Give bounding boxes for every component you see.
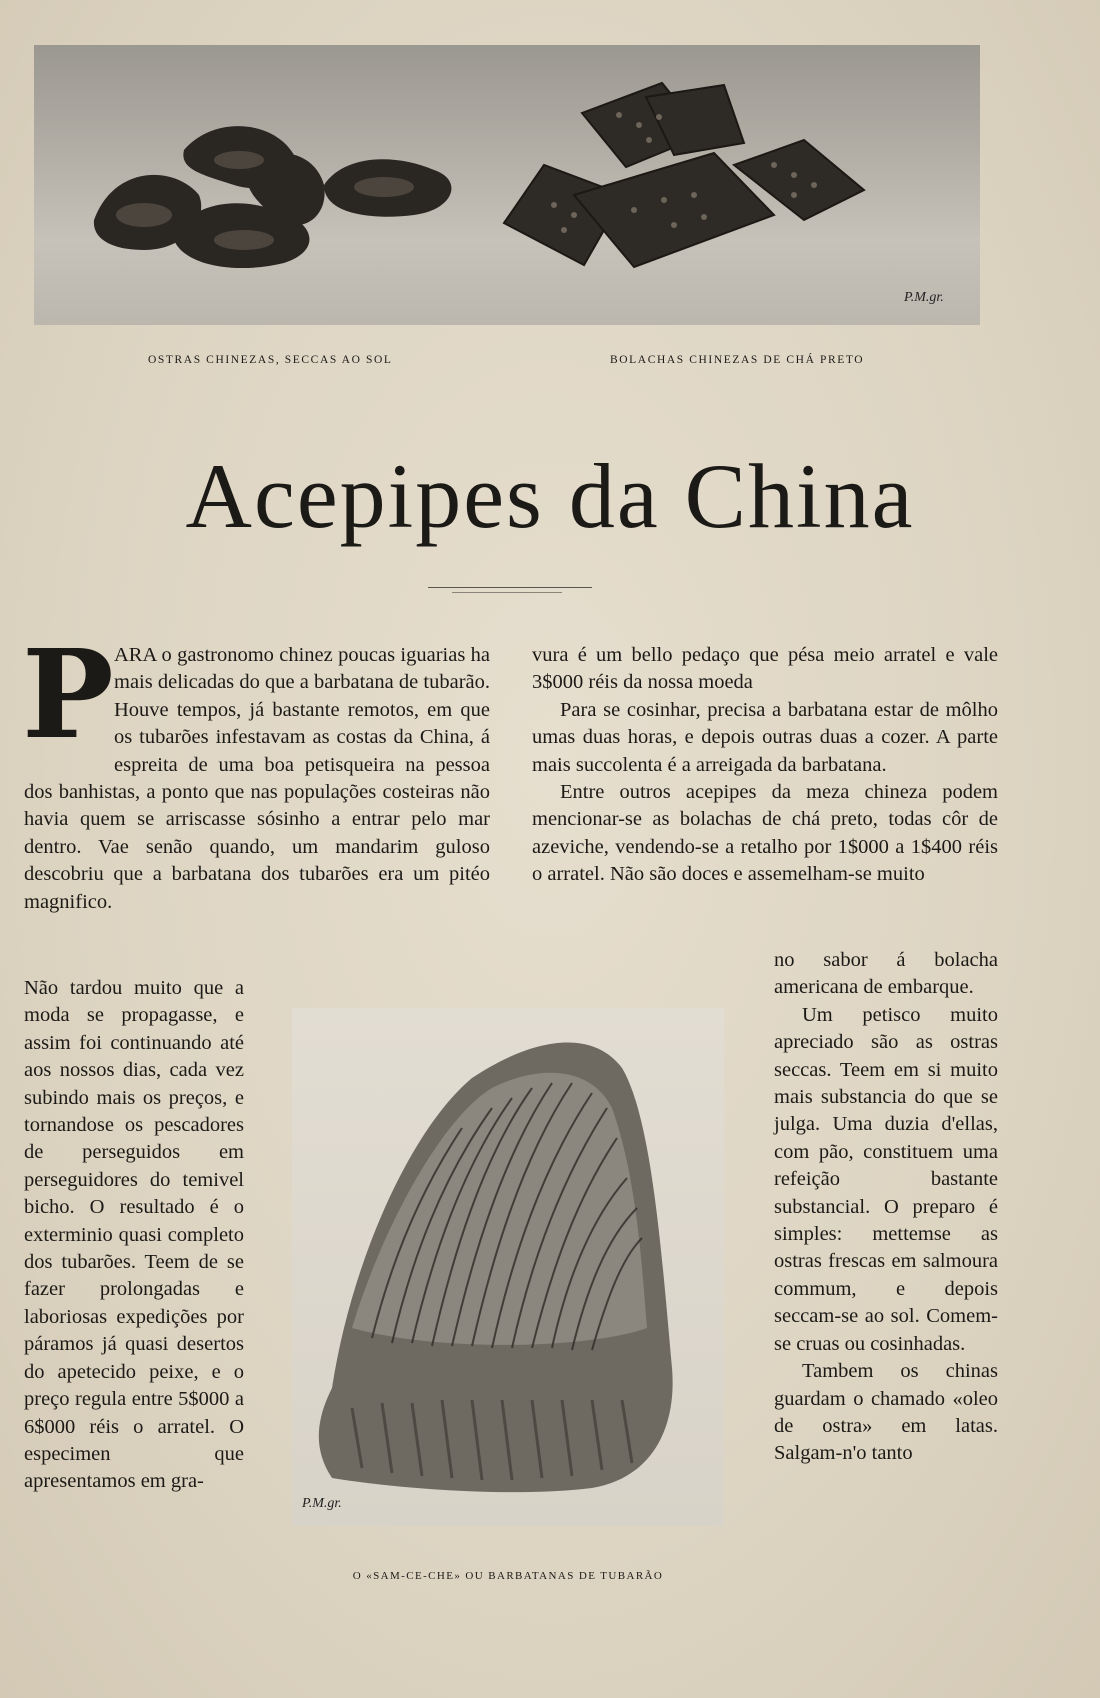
left-narrow-paragraph: Não tardou muito que a moda se propagasse, e assim foi continuando até aos nossos dias, cada vez subindo mais os preços, e tornandose os pescadores de perseguidos em perseguidores do temivel bicho. O resultado é o exterminio quasi completo dos tubarões. Teem de se fazer prolongadas e laboriosas expedições por páramos já quasi desertos do apetecido peixe, e o preço regula entre 5$000 a 6$000 réis o arratel. O especimen que apresentamos em gra- — [24, 977, 244, 1493]
drop-cap: P — [22, 622, 114, 766]
shark-fin-photo — [292, 1008, 724, 1526]
oysters-biscuits-photo — [34, 45, 980, 325]
shark-fin-illustration — [292, 1008, 724, 1526]
left-column-narrow — [24, 975, 244, 1496]
right-narrow-paragraph-1: no sabor á bolacha americana de embarque. — [774, 949, 998, 999]
right-paragraph-2: Para se cosinhar, precisa a barbatana estar de môlho umas duas horas, e depois outras duas a cozer. A parte mais succolenta é a arreigada da barbatana. — [532, 698, 998, 776]
title-rule — [428, 587, 592, 588]
caption-oysters: OSTRAS CHINEZAS, SECCAS AO SOL — [148, 354, 393, 366]
left-column-top — [22, 622, 490, 916]
right-column-narrow — [774, 947, 998, 1468]
right-narrow-paragraph-3: Tambem os chinas guardam o chamado «oleo de ostra» em latas. Salgam-n'o tanto — [774, 1360, 998, 1465]
right-narrow-paragraph-2: Um petisco muito apreciado são as ostras seccas. Teem em si muito mais substancia do que se julga. Uma duzia d'ellas, com pão, constituem uma refeição bastante substancial. O preparo é simples: mettemse as ostras frescas em salmoura commum, e depois seccam-se ao sol. Comem-se cruas ou cosinhadas. — [774, 1003, 998, 1355]
photo-signature: P.M.gr. — [904, 290, 944, 305]
fin-photo-signature: P.M.gr. — [302, 1496, 342, 1511]
caption-biscuits: BOLACHAS CHINEZAS DE CHÁ PRETO — [610, 354, 865, 366]
right-paragraph-1: vura é um bello pedaço que pésa meio arratel e vale 3$000 réis da nossa moeda — [532, 644, 998, 694]
article-title: Acepipes da China — [185, 445, 915, 547]
right-column-top — [532, 642, 998, 889]
photo-illustration — [34, 45, 980, 325]
right-paragraph-3: Entre outros acepipes da meza chineza podem mencionar-se as bolachas de chá preto, todas côr de azeviche, vendendo-se a retalho por 1$000 a 1$400 réis o arratel. Não são doces e assemelham-se muito — [532, 781, 998, 886]
title-rule-short — [452, 592, 562, 593]
caption-shark-fins: O «SAM-CE-CHE» OU BARBATANAS DE TUBARÃO — [352, 1570, 664, 1582]
intro-paragraph: ARA o gastronomo chinez poucas iguarias ha mais delicadas do que a barbatana de tubarão. Houve tempos, já bastante remotos, em que os tubarões infestavam as costas da China, á espreita de uma boa petisqueira na pessoa dos banhistas, a ponto que nas populações costeiras não havia quem se arriscasse sósinho a entrar pelo mar dentro. Vae senão quando, um mandarim guloso descobriu que a barbatana dos tubarões era um pitéo magnifico. — [24, 644, 490, 913]
